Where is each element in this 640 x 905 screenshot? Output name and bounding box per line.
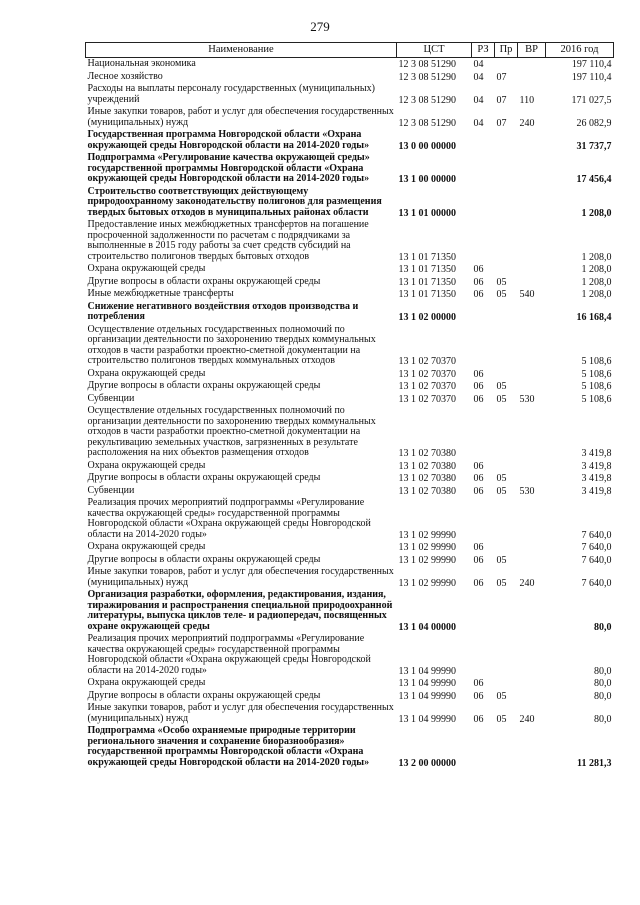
table-row — [86, 106, 614, 129]
row-vr — [518, 497, 546, 541]
row-amount: 1 208,0 — [581, 264, 612, 275]
row-rz: 04 — [473, 59, 484, 70]
row-amount: 3 419,8 — [581, 485, 612, 497]
header-year: 2016 год — [546, 43, 614, 58]
row-vr — [518, 219, 546, 263]
row-name: Иные закупки товаров, работ и услуг для обеспечения государственных (муниципальных) нужд — [87, 702, 394, 724]
row-name: Другие вопросы в области охраны окружающей среды — [87, 380, 321, 391]
row-rz — [472, 589, 495, 633]
row-vr — [518, 633, 546, 677]
row-pr — [495, 677, 518, 690]
table-row — [86, 677, 614, 690]
row-pr — [495, 725, 518, 769]
row-rz — [472, 324, 495, 368]
row-name: Охрана окружающей среды — [87, 367, 206, 379]
row-vr: 110 — [519, 94, 535, 106]
row-cst: 13 1 04 00000 — [398, 621, 456, 633]
row-amount: 3 419,8 — [581, 473, 612, 484]
row-amount: 1 208,0 — [581, 207, 612, 219]
row-cst: 13 1 01 71350 — [398, 264, 456, 275]
row-cst: 12 3 08 51290 — [398, 71, 456, 83]
row-name: Охрана окружающей среды — [87, 541, 206, 552]
row-cst: 13 1 01 71350 — [398, 251, 456, 263]
row-name: Другие вопросы в области охраны окружающей среды — [87, 472, 321, 483]
row-rz — [472, 405, 495, 460]
row-name: Иные закупки товаров, работ и услуг для обеспечения государственных (муниципальных) нужд — [87, 566, 394, 588]
row-pr: 05 — [496, 381, 507, 392]
table-row — [86, 589, 614, 633]
row-name: Другие вопросы в области охраны окружающей среды — [87, 553, 321, 565]
row-amount: 7 640,0 — [581, 529, 612, 541]
row-cst: 13 1 02 99990 — [398, 554, 456, 566]
table-row — [86, 263, 614, 276]
row-vr — [518, 152, 546, 186]
row-vr: 540 — [519, 289, 535, 300]
table-row — [86, 460, 614, 473]
row-amount: 80,0 — [594, 665, 612, 677]
row-cst: 12 3 08 51290 — [398, 94, 456, 106]
row-vr — [518, 554, 546, 567]
row-name: Иные закупки товаров, работ и услуг для обеспечения государственных (муниципальных) нужд — [87, 106, 394, 128]
table-row — [86, 219, 614, 263]
row-vr — [518, 460, 546, 473]
row-pr — [495, 589, 518, 633]
row-rz — [472, 129, 495, 152]
row-amount: 80,0 — [594, 621, 612, 633]
row-rz: 06 — [473, 713, 484, 725]
row-amount: 5 108,6 — [581, 381, 612, 392]
row-amount: 80,0 — [594, 713, 612, 725]
row-name: Национальная экономика — [87, 58, 196, 69]
row-vr: 240 — [519, 713, 535, 725]
row-vr — [518, 380, 546, 393]
row-amount: 11 281,3 — [577, 757, 612, 769]
row-pr: 05 — [496, 713, 507, 725]
row-cst: 12 3 08 51290 — [398, 117, 456, 129]
row-amount: 3 419,8 — [581, 460, 612, 472]
row-amount: 5 108,6 — [581, 356, 612, 367]
row-pr: 05 — [496, 485, 507, 497]
row-name: Охрана окружающей среды — [87, 263, 206, 274]
row-name: Субвенции — [87, 484, 135, 496]
table-row — [86, 725, 614, 769]
row-vr — [518, 541, 546, 554]
row-amount: 26 082,9 — [576, 117, 612, 129]
row-name: Расходы на выплаты персоналу государственных (муниципальных) учреждений — [87, 83, 375, 105]
table-row — [86, 186, 614, 220]
row-pr: 05 — [496, 690, 507, 702]
row-pr: 07 — [496, 94, 507, 106]
table-row — [86, 71, 614, 84]
row-rz: 06 — [473, 368, 484, 380]
row-vr — [518, 472, 546, 485]
row-rz: 06 — [473, 276, 484, 288]
row-vr — [518, 677, 546, 690]
table-row — [86, 368, 614, 381]
row-cst: 13 1 04 99990 — [398, 665, 456, 677]
row-name: Охрана окружающей среды — [87, 459, 206, 471]
row-pr — [495, 324, 518, 368]
row-pr — [495, 541, 518, 554]
row-rz — [472, 633, 495, 677]
row-vr: 240 — [519, 117, 535, 129]
row-pr — [495, 219, 518, 263]
table-row — [86, 541, 614, 554]
table-row — [86, 324, 614, 368]
row-cst: 13 1 02 70370 — [398, 356, 456, 367]
row-vr — [518, 690, 546, 703]
row-rz — [472, 301, 495, 324]
row-name: Другие вопросы в области охраны окружающей среды — [87, 275, 321, 287]
row-name: Охрана окружающей среды — [87, 677, 206, 688]
header-pr: Пр — [495, 43, 518, 58]
row-pr — [495, 497, 518, 541]
row-pr: 05 — [496, 289, 507, 300]
table-row — [86, 276, 614, 289]
row-vr: 530 — [519, 393, 535, 405]
table-row — [86, 393, 614, 406]
table-row — [86, 288, 614, 301]
row-pr: 07 — [496, 117, 507, 129]
row-amount: 80,0 — [594, 690, 612, 702]
row-pr: 05 — [496, 276, 507, 288]
row-rz: 06 — [473, 542, 484, 553]
row-cst: 13 1 04 99990 — [398, 678, 456, 689]
row-rz: 06 — [473, 264, 484, 275]
row-rz: 06 — [473, 393, 484, 405]
row-pr: 05 — [496, 554, 507, 566]
row-cst: 13 1 02 70380 — [398, 448, 456, 459]
row-pr: 05 — [496, 393, 507, 405]
row-vr — [518, 276, 546, 289]
row-cst: 13 1 01 71350 — [398, 276, 456, 288]
row-cst: 13 1 02 99990 — [398, 529, 456, 541]
table-body — [86, 58, 614, 770]
row-pr — [495, 129, 518, 152]
table-row — [86, 566, 614, 589]
row-name: Реализация прочих мероприятий подпрограммы «Регулирование качества окружающей среды» государственной программы Новгородской области «Охрана окружающей среды Новгородской области на 2014-2020 годы» — [87, 497, 371, 540]
row-rz — [472, 497, 495, 541]
row-vr: 530 — [519, 485, 535, 497]
row-vr — [518, 301, 546, 324]
row-amount: 1 208,0 — [581, 276, 612, 288]
header-cst: ЦСТ — [397, 43, 472, 58]
row-amount: 7 640,0 — [581, 577, 612, 589]
row-vr — [518, 589, 546, 633]
row-pr — [495, 186, 518, 220]
row-cst: 13 1 02 70370 — [398, 393, 456, 405]
row-amount: 197 110,4 — [571, 71, 612, 83]
row-cst: 13 1 02 70380 — [398, 473, 456, 484]
row-rz: 06 — [473, 485, 484, 497]
row-vr — [518, 405, 546, 460]
row-amount: 1 208,0 — [581, 289, 612, 300]
row-amount: 3 419,8 — [581, 448, 612, 459]
table-row — [86, 702, 614, 725]
row-vr — [518, 186, 546, 220]
table-row — [86, 380, 614, 393]
row-cst: 13 0 00 00000 — [398, 140, 456, 152]
table-row — [86, 690, 614, 703]
row-rz — [472, 152, 495, 186]
row-pr — [495, 368, 518, 381]
row-cst: 13 1 02 00000 — [398, 312, 456, 323]
table-row — [86, 405, 614, 460]
row-cst: 13 1 02 70380 — [398, 485, 456, 497]
row-amount: 80,0 — [594, 678, 612, 689]
row-name: Снижение негативного воздействия отходов производства и потребления — [87, 300, 359, 322]
row-pr — [495, 405, 518, 460]
row-cst: 13 1 01 71350 — [398, 289, 456, 300]
row-cst: 13 1 02 99990 — [398, 542, 456, 553]
row-cst: 13 1 04 99990 — [398, 690, 456, 702]
page-number: 279 — [310, 19, 330, 34]
row-name: Лесное хозяйство — [87, 70, 163, 82]
row-pr — [495, 460, 518, 473]
row-rz: 04 — [473, 117, 484, 129]
row-amount: 17 456,4 — [576, 174, 612, 185]
row-pr — [495, 58, 518, 71]
row-vr — [518, 324, 546, 368]
row-pr — [495, 301, 518, 324]
row-cst: 12 3 08 51290 — [398, 59, 456, 70]
row-name: Осуществление отдельных государственных полномочий по организации деятельности по захоронению твердых коммунальных отходов в части разработки проектно-сметной документации на рекультивацию земельных участков, загрязненных в результате расположения на них объектов размещения отходов — [87, 405, 376, 458]
row-amount: 197 110,4 — [571, 59, 612, 70]
row-cst: 13 2 00 00000 — [398, 757, 456, 769]
row-rz — [472, 725, 495, 769]
row-amount: 7 640,0 — [581, 554, 612, 566]
row-name: Подпрограмма «Регулирование качества окружающей среды» государственной программы Новгородской области «Охрана окружающей среды Новгородской области на 2014-2020 годы» — [87, 152, 370, 184]
row-name: Строительство соответствующих действующему природоохранному законодательству полигонов для размещения твердых бытовых отходов в муниципальных районах области — [87, 185, 382, 218]
table-row — [86, 129, 614, 152]
row-amount: 1 208,0 — [581, 251, 612, 263]
row-pr — [495, 152, 518, 186]
row-cst: 13 1 00 00000 — [398, 174, 456, 185]
row-name: Иные межбюджетные трансферты — [87, 288, 234, 299]
row-amount: 5 108,6 — [581, 368, 612, 380]
row-rz: 06 — [473, 381, 484, 392]
header-name: Наименование — [86, 43, 397, 58]
header-rz: РЗ — [472, 43, 495, 58]
row-name: Реализация прочих мероприятий подпрограммы «Регулирование качества окружающей среды» государственной программы Новгородской области «Охрана окружающей среды Новгородской области на 2014-2020 годы» — [87, 633, 371, 676]
row-vr — [518, 58, 546, 71]
row-rz: 06 — [473, 460, 484, 472]
row-amount: 171 027,5 — [571, 94, 612, 106]
row-cst: 13 1 02 70370 — [398, 368, 456, 380]
table-row — [86, 497, 614, 541]
row-vr — [518, 129, 546, 152]
table-row — [86, 633, 614, 677]
row-cst: 13 1 02 70370 — [398, 381, 456, 392]
row-vr — [518, 71, 546, 84]
row-vr — [518, 725, 546, 769]
budget-table — [85, 42, 614, 769]
row-rz — [472, 186, 495, 220]
table-header-row — [86, 43, 614, 58]
row-name: Государственная программа Новгородской области «Охрана окружающей среды Новгородской области на 2014-2020 годы» — [87, 129, 370, 151]
row-name: Осуществление отдельных государственных полномочий по организации деятельности по захоронению твердых коммунальных отходов в части разработки проектно-сметной документации на строительство полигонов твердых коммунальных отходов — [87, 323, 376, 366]
row-vr: 240 — [519, 577, 535, 589]
row-rz: 06 — [473, 554, 484, 566]
table-row — [86, 301, 614, 324]
header-vr: ВР — [518, 43, 546, 58]
row-cst: 13 1 01 00000 — [398, 207, 456, 219]
row-pr: 05 — [496, 473, 507, 484]
row-name: Подпрограмма «Особо охраняемые природные территории регионального значения и сохранение биоразнообразия» государственной программы Новгородской области «Охрана окружающей среды Новгородской области на 2014-2020 годы» — [87, 725, 370, 768]
row-rz: 04 — [473, 71, 484, 83]
row-cst: 13 1 04 99990 — [398, 713, 456, 725]
table-row — [86, 152, 614, 186]
row-amount: 16 168,4 — [576, 312, 612, 323]
row-amount: 31 737,7 — [576, 140, 612, 152]
row-rz: 06 — [473, 473, 484, 484]
row-name: Другие вопросы в области охраны окружающей среды — [87, 689, 321, 701]
row-cst: 13 1 02 70380 — [398, 460, 456, 472]
row-name: Предоставление иных межбюджетных трансфертов на погашение просроченной задолженности по расчетам с подрядчиками за выполненные в 2015 году работы за счет средств субсидий на строительство полигонов твердых бытовых отходов — [87, 219, 369, 262]
row-rz: 06 — [473, 289, 484, 300]
row-rz: 06 — [473, 678, 484, 689]
row-name: Организация разработки, оформления, редактирования, издания, тиражирования и распространения специальной природоохранной литературы, выпуска циклов теле- и радиопередач, посвященных охране окружающей среды — [87, 589, 393, 632]
row-vr — [518, 368, 546, 381]
table-row — [86, 58, 614, 71]
row-vr — [518, 263, 546, 276]
table-row — [86, 472, 614, 485]
row-amount: 5 108,6 — [581, 393, 612, 405]
row-pr: 05 — [496, 577, 507, 589]
row-rz: 06 — [473, 577, 484, 589]
row-rz — [472, 219, 495, 263]
row-name: Субвенции — [87, 392, 135, 404]
row-rz: 04 — [473, 94, 484, 106]
table-row — [86, 485, 614, 498]
row-rz: 06 — [473, 690, 484, 702]
row-pr — [495, 263, 518, 276]
row-pr: 07 — [496, 71, 507, 83]
row-amount: 7 640,0 — [581, 542, 612, 553]
table-row — [86, 83, 614, 106]
table-row — [86, 554, 614, 567]
row-cst: 13 1 02 99990 — [398, 577, 456, 589]
row-pr — [495, 633, 518, 677]
